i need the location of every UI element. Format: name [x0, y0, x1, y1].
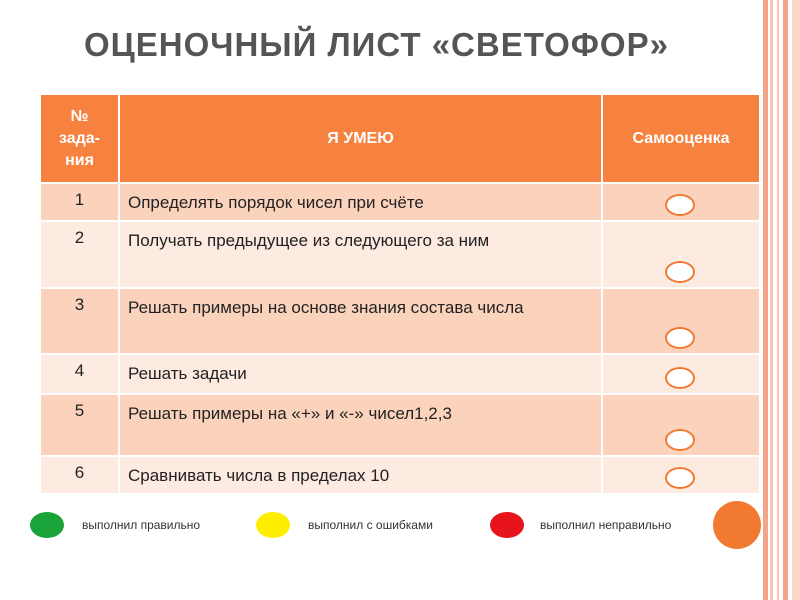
skill-text: Решать примеры на «+» и «-» чисел1,2,3 [119, 394, 602, 456]
task-number: 2 [40, 221, 119, 288]
table-row [40, 183, 760, 221]
column-header-self-assessment: Самооценка [602, 94, 760, 183]
self-assessment-cell [602, 456, 760, 494]
self-assessment-cell [602, 221, 760, 288]
table-row [40, 394, 760, 456]
legend-label-with-errors: выполнил с ошибками [308, 518, 433, 532]
table-row [40, 221, 760, 288]
legend-label-incorrect: выполнил неправильно [540, 518, 672, 532]
self-assessment-circle[interactable] [665, 194, 695, 216]
table-row [40, 354, 760, 394]
skill-text: Определять порядок чисел при счёте [119, 183, 602, 221]
task-number: 1 [40, 183, 119, 221]
assessment-table [39, 93, 761, 495]
decorative-stripe [770, 0, 773, 600]
self-assessment-circle[interactable] [665, 467, 695, 489]
decorative-stripe [763, 0, 768, 600]
header-num-line: ния [65, 151, 94, 169]
column-header-skill: Я УМЕЮ [119, 94, 602, 183]
self-assessment-circle[interactable] [665, 327, 695, 349]
skill-text: Решать задачи [119, 354, 602, 394]
task-number: 3 [40, 288, 119, 354]
self-assessment-cell [602, 183, 760, 221]
task-number: 5 [40, 394, 119, 456]
header-num-line: № [70, 107, 89, 125]
self-assessment-circle[interactable] [665, 261, 695, 283]
orange-circle-icon [713, 501, 761, 549]
table-row [40, 288, 760, 354]
decorative-stripe [792, 0, 800, 600]
self-assessment-cell [602, 394, 760, 456]
task-number: 6 [40, 456, 119, 494]
table-row [40, 456, 760, 494]
skill-text: Сравнивать числа в пределах 10 [119, 456, 602, 494]
green-circle-icon [30, 512, 64, 538]
decorative-stripe [783, 0, 788, 600]
skill-text: Получать предыдущее из следующего за ним [119, 221, 602, 288]
column-header-number [40, 94, 119, 183]
legend-label-correct: выполнил правильно [82, 518, 201, 532]
skill-text: Решать примеры на основе знания состава числа [119, 288, 602, 354]
self-assessment-cell [602, 354, 760, 394]
task-number: 4 [40, 354, 119, 394]
yellow-circle-icon [256, 512, 290, 538]
self-assessment-cell [602, 288, 760, 354]
decorative-stripe [777, 0, 779, 600]
header-num-line: зада- [58, 129, 101, 147]
self-assessment-circle[interactable] [665, 429, 695, 451]
self-assessment-circle[interactable] [665, 367, 695, 389]
red-circle-icon [490, 512, 524, 538]
table-header-row [40, 94, 760, 183]
page-title: ОЦЕНОЧНЫЙ ЛИСТ «СВЕТОФОР» [84, 26, 669, 63]
